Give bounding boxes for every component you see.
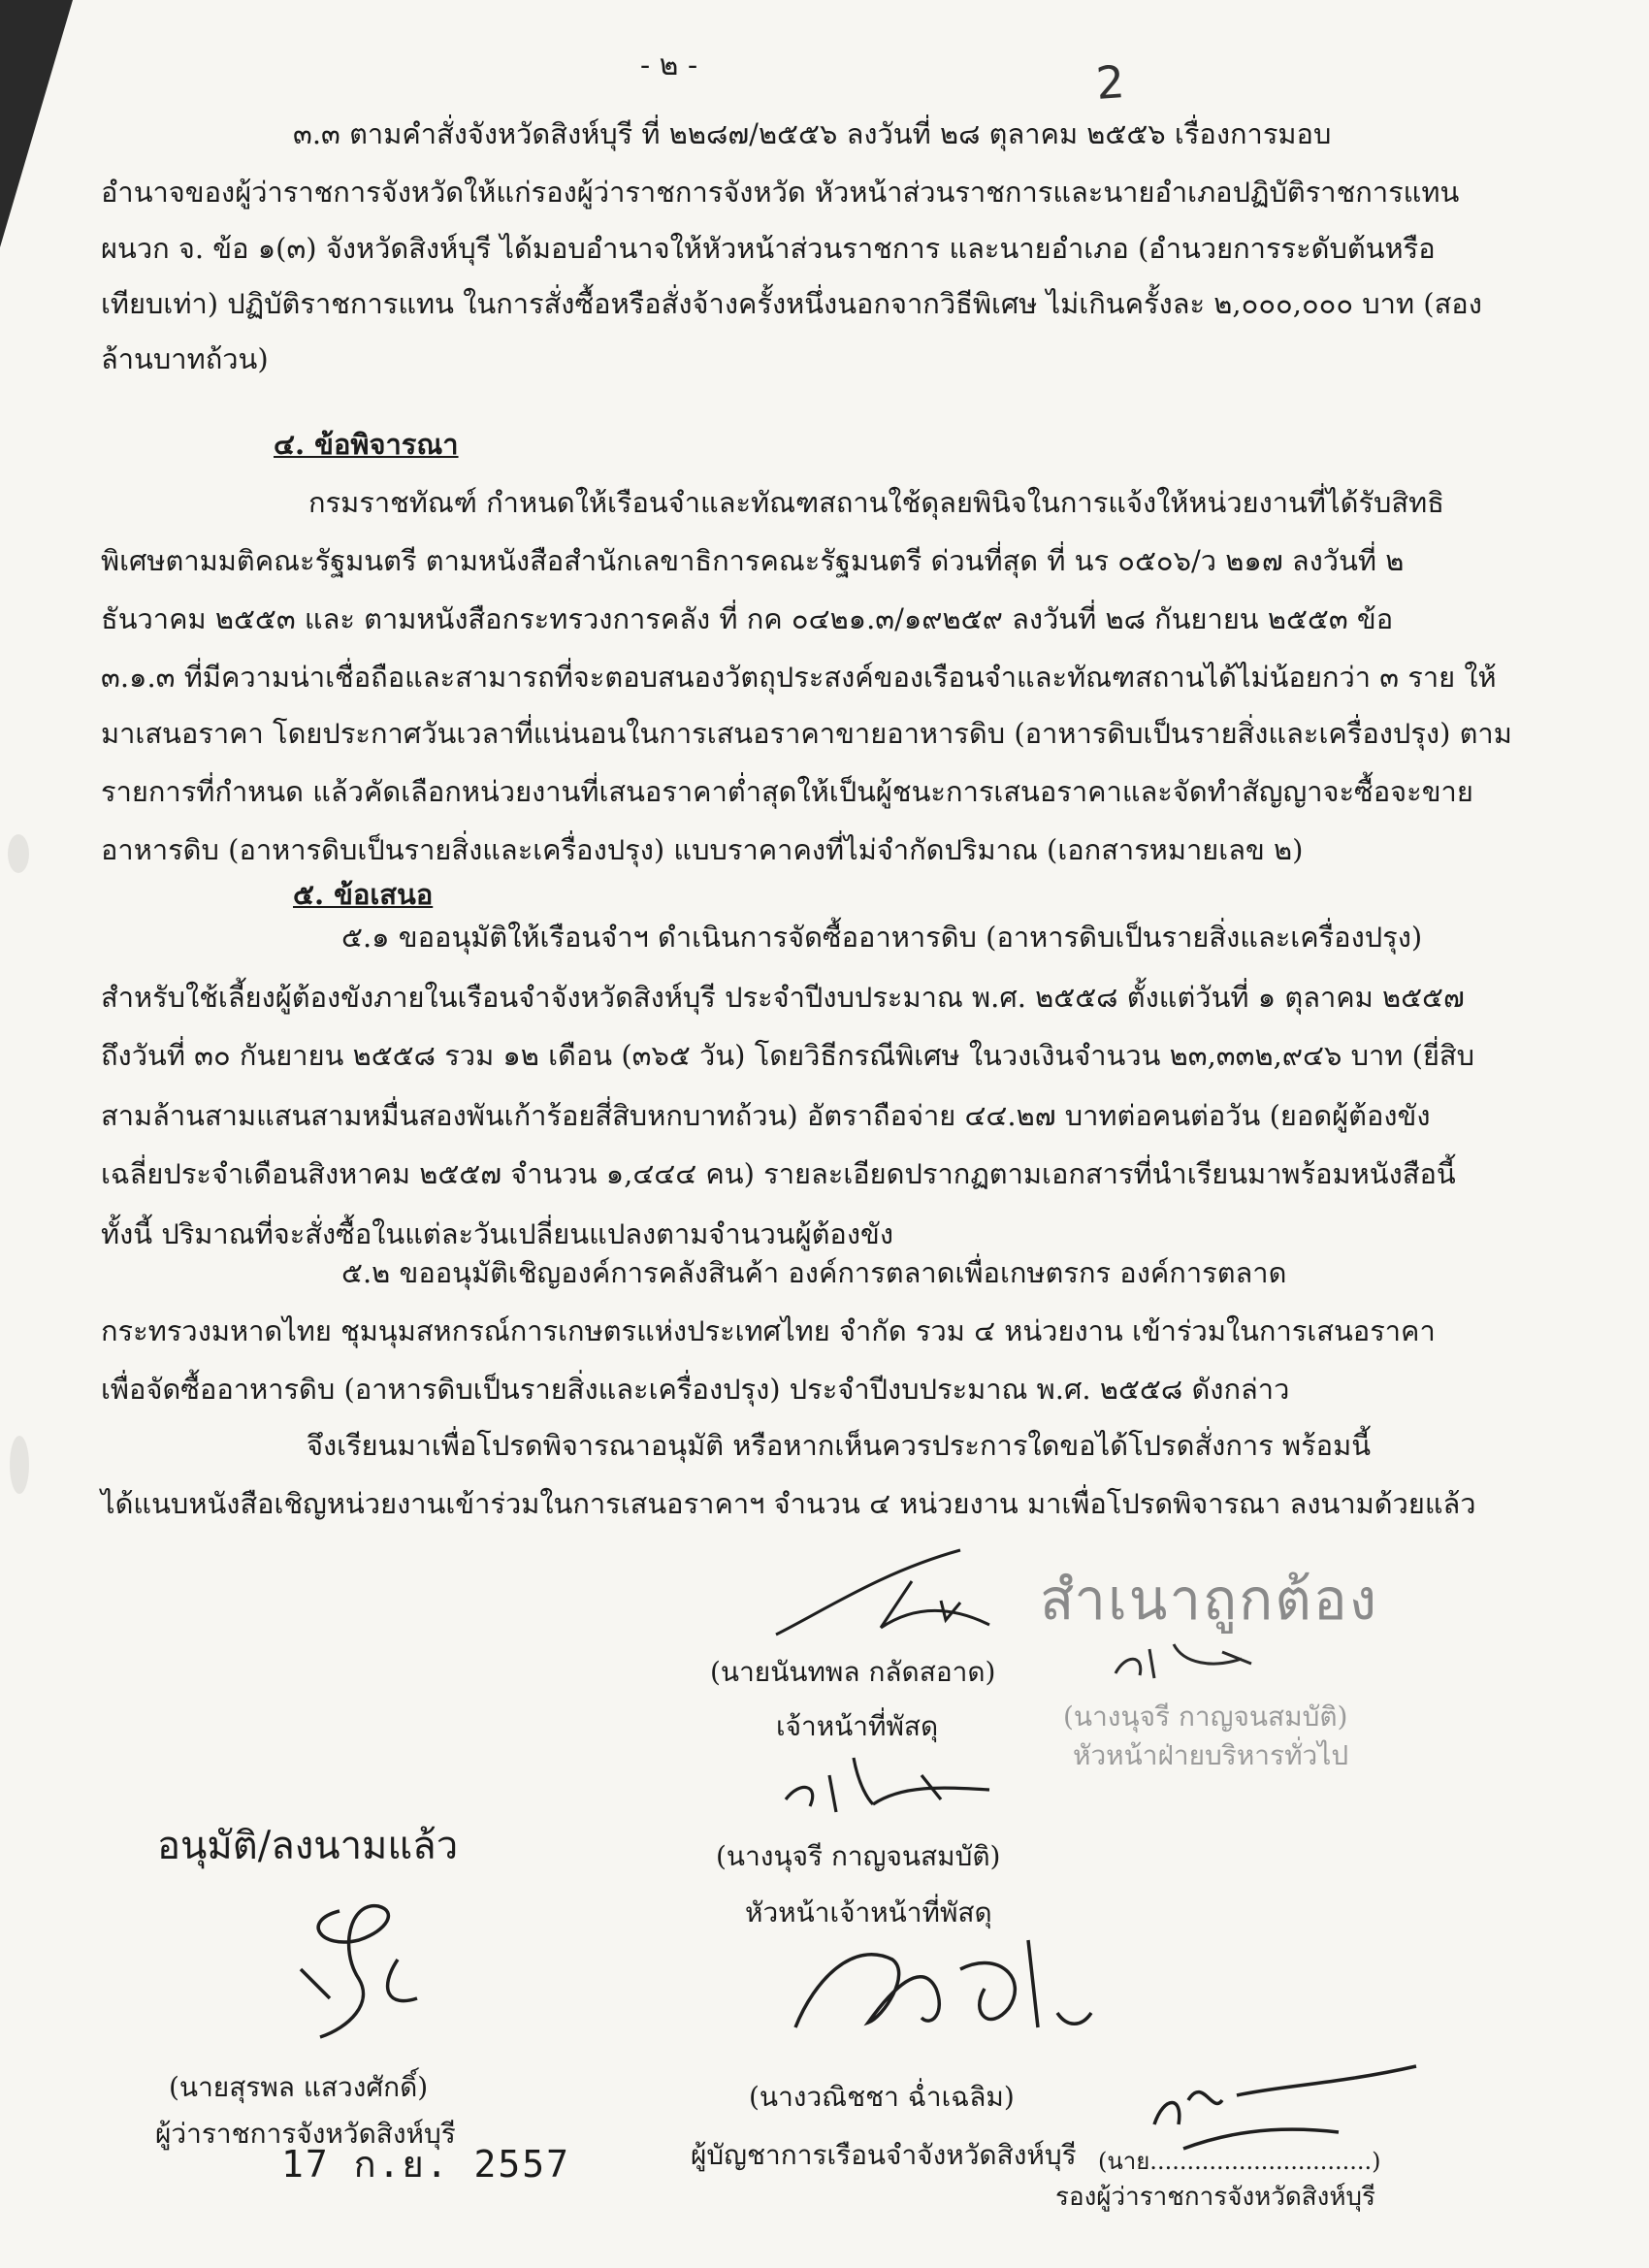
body-line: รายการที่กำหนด แล้วคัดเลือกหน่วยงานที่เสนอราคาต่ำสุดให้เป็นผู้ชนะการเสนอราคาและจัดทำสัญญาจะซื้อจะขาย [101, 775, 1473, 808]
signer-name: (นายนันทพล กลัดสอาด) [710, 1656, 996, 1688]
scan-smudge [8, 834, 29, 873]
stamp-signer-title: หัวหน้าฝ่ายบริหารทั่วไป [1073, 1739, 1349, 1771]
body-line: ๕.๒ ขออนุมัติเชิญองค์การคลังสินค้า องค์การตลาดเพื่อเกษตรกร องค์การตลาด [341, 1256, 1287, 1289]
body-line: ธันวาคม ๒๕๕๓ และ ตามหนังสือกระทรวงการคลัง ที่ กค ๐๔๒๑.๓/๑๙๒๕๙ ลงวันที่ ๒๘ กันยายน ๒๕๕๓ ข้อ [101, 602, 1394, 635]
body-line: ได้แนบหนังสือเชิญหน่วยงานเข้าร่วมในการเสนอราคาฯ จำนวน ๔ หน่วยงาน มาเพื่อโปรดพิจารณา ลงนามด้วยแล้ว [101, 1487, 1476, 1520]
signature-nujaree-stamp [1106, 1635, 1280, 1688]
body-line: จึงเรียนมาเพื่อโปรดพิจารณาอนุมัติ หรือหากเห็นควรประการใดขอได้โปรดสั่งการ พร้อมนี้ [307, 1429, 1372, 1462]
signature-wanitcha [776, 1921, 1106, 2047]
signer-title: ผู้บัญชาการเรือนจำจังหวัดสิงห์บุรี [691, 2139, 1077, 2171]
body-line: พิเศษตามมติคณะรัฐมนตรี ตามหนังสือสำนักเลขาธิการคณะรัฐมนตรี ด่วนที่สุด ที่ นร ๐๕๐๖/ว ๒๑๗ ลงวันที่ ๒ [101, 544, 1405, 577]
signer-name: (นางวณิชชา ฉ่ำเฉลิม) [749, 2081, 1015, 2113]
section-5-heading: ๕. ข้อเสนอ [293, 878, 434, 911]
body-line: มาเสนอราคา โดยประกาศวันเวลาที่แน่นอนในการเสนอราคาขายอาหารดิบ (อาหารดิบเป็นรายสิ่งและเครื่องปรุง) ตาม [101, 717, 1512, 750]
body-line: เฉลี่ยประจำเดือนสิงหาคม ๒๕๕๗ จำนวน ๑,๔๔๔ คน) รายละเอียดปรากฏตามเอกสารที่นำเรียนมาพร้อมหนังสือนี้ [101, 1157, 1456, 1190]
scan-corner-shadow [0, 0, 73, 247]
body-line: ถึงวันที่ ๓๐ กันยายน ๒๕๕๘ รวม ๑๒ เดือน (๓๖๕ วัน) โดยวิธีกรณีพิเศษ ในวงเงินจำนวน ๒๓,๓๓๒,๙๔๖ บาท (ยี่สิบ [101, 1039, 1475, 1072]
body-line: กรมราชทัณฑ์ กำหนดให้เรือนจำและทัณฑสถานใช้ดุลยพินิจในการแจ้งให้หน่วยงานที่ได้รับสิทธิ [308, 486, 1444, 519]
body-line: อำนาจของผู้ว่าราชการจังหวัดให้แก่รองผู้ว่าราชการจังหวัด หัวหน้าส่วนราชการและนายอำเภอปฏิบัติราชการแทน [101, 176, 1460, 209]
body-line: สำหรับใช้เลี้ยงผู้ต้องขังภายในเรือนจำจังหวัดสิงห์บุรี ประจำปีงบประมาณ พ.ศ. ๒๕๕๘ ตั้งแต่วันที่ ๑ ตุลาคม ๒๕๕๗ [101, 981, 1465, 1014]
body-line: อาหารดิบ (อาหารดิบเป็นรายสิ่งและเครื่องปรุง) แบบราคาคงที่ไม่จำกัดปริมาณ (เอกสารหมายเลข ๒) [101, 833, 1304, 866]
body-line: สามล้านสามแสนสามหมื่นสองพันเก้าร้อยสี่สิบหกบาทถ้วน) อัตราถือจ่าย ๔๔.๒๗ บาทต่อคนต่อวัน (ยอดผู้ต้องขัง [101, 1099, 1431, 1132]
body-line: กระทรวงมหาดไทย ชุมนุมสหกรณ์การเกษตรแห่งประเทศไทย จำกัด รวม ๔ หน่วยงาน เข้าร่วมในการเสนอราคา [101, 1314, 1436, 1347]
date-stamp: 17 ก.ย. 2557 [281, 2143, 571, 2186]
body-line: ๕.๑ ขออนุมัติให้เรือนจำฯ ดำเนินการจัดซื้ออาหารดิบ (อาหารดิบเป็นรายสิ่งและเครื่องปรุง) [341, 921, 1423, 954]
handwritten-page-number: 2 [1094, 55, 1127, 110]
deputy-title: รองผู้ว่าราชการจังหวัดสิงห์บุรี [1055, 2183, 1375, 2212]
body-line: เทียบเท่า) ปฏิบัติราชการแทน ในการสั่งซื้อหรือสั่งจ้างครั้งหนึ่งนอกจากวิธีพิเศษ ไม่เกินครั้งละ ๒,๐๐๐,๐๐๐ บาท (สอง [101, 287, 1482, 320]
governor-title: ผู้ว่าราชการจังหวัดสิงห์บุรี [155, 2118, 456, 2150]
scan-smudge [10, 1436, 29, 1494]
signer-title: หัวหน้าเจ้าหน้าที่พัสดุ [745, 1896, 992, 1928]
signer-title: เจ้าหน้าที่พัสดุ [776, 1710, 939, 1742]
section-4-heading: ๔. ข้อพิจารณา [274, 428, 459, 461]
body-line: ทั้งนี้ ปริมาณที่จะสั่งซื้อในแต่ละวันเปลี่ยนแปลงตามจำนวนผู้ต้องขัง [101, 1217, 893, 1250]
body-line: ๓.๓ ตามคำสั่งจังหวัดสิงห์บุรี ที่ ๒๒๘๗/๒๕๕๖ ลงวันที่ ๒๘ ตุลาคม ๒๕๕๖ เรื่องการมอบ [293, 117, 1332, 150]
signature-governor [281, 1892, 456, 2057]
page-number: - ๒ - [640, 49, 698, 82]
signature-nujaree [776, 1746, 1009, 1824]
signature-nanthapon [766, 1542, 1018, 1649]
signer-name: (นางนุจรี กาญจนสมบัติ) [716, 1840, 1001, 1872]
certified-copy-stamp: สำเนาถูกต้อง [1040, 1567, 1379, 1633]
deputy-name: (นาย..............................) [1098, 2148, 1381, 2175]
stamp-signer-name: (นางนุจรี กาญจนสมบัติ) [1063, 1701, 1348, 1733]
body-line: ๓.๑.๓ ที่มีความน่าเชื่อถือและสามารถที่จะตอบสนองวัตถุประสงค์ของเรือนจำและทัณฑสถานได้ไม่น้อยกว่า ๓ ราย ให้ [101, 661, 1497, 694]
approval-note: อนุมัติ/ลงนามแล้ว [157, 1824, 459, 1868]
body-line: ล้านบาทถ้วน) [101, 342, 269, 375]
body-line: เพื่อจัดซื้ออาหารดิบ (อาหารดิบเป็นรายสิ่งและเครื่องปรุง) ประจำปีงบประมาณ พ.ศ. ๒๕๕๘ ดังกล่าว [101, 1373, 1290, 1406]
body-line: ผนวก จ. ข้อ ๑(๓) จังหวัดสิงห์บุรี ได้มอบอำนาจให้หัวหน้าส่วนราชการ และนายอำเภอ (อำนวยการระดับต้นหรือ [101, 232, 1436, 265]
governor-name: (นายสุรพล แสวงศักดิ์) [169, 2071, 429, 2103]
